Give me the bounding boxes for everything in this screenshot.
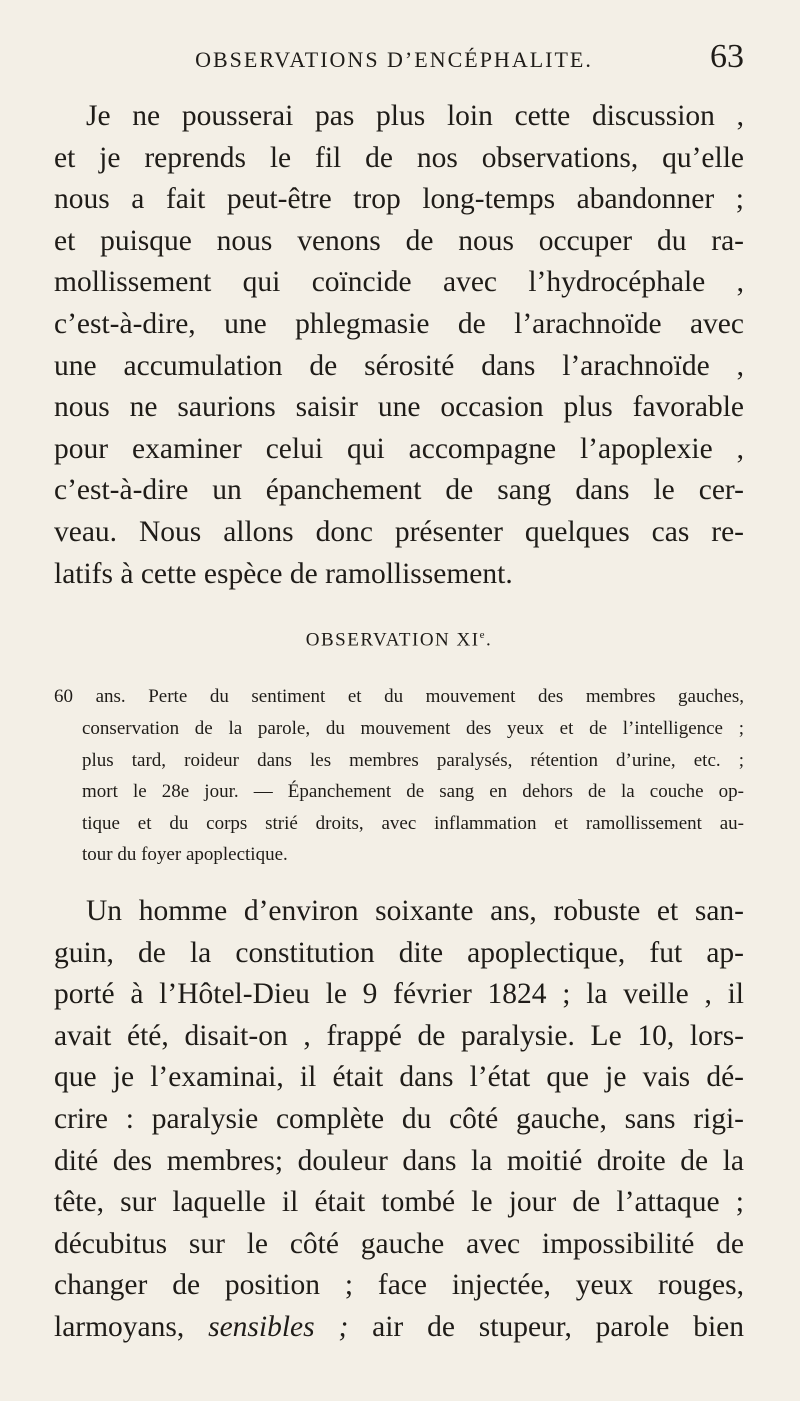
summary-line: tour du foyer apoplectique. bbox=[82, 844, 288, 866]
paragraph-case bbox=[54, 891, 744, 1349]
observation-heading bbox=[54, 629, 744, 651]
running-title: OBSERVATIONS D’ENCÉPHALITE. bbox=[195, 47, 593, 72]
summary-line: tique et du corps strié droits, avec inflammation et ramollissement au- bbox=[82, 812, 744, 834]
paragraph-discussion bbox=[54, 96, 744, 595]
observation-heading-sup: e bbox=[479, 629, 486, 642]
text-line: et puisque nous venons de nous occuper du ra- bbox=[54, 224, 744, 257]
text-line: et je reprends le fil de nos observations, qu’elle bbox=[54, 141, 744, 174]
text-line: pour examiner celui qui accompagne l’apoplexie , bbox=[54, 432, 744, 465]
text-line-final bbox=[54, 1307, 744, 1349]
text-line: nous ne saurions saisir une occasion plus favorable bbox=[54, 391, 744, 424]
observation-heading-text: OBSERVATION XI bbox=[305, 629, 480, 651]
summary-line: plus tard, roideur dans les membres paralysés, rétention d’urine, etc. ; bbox=[82, 749, 744, 771]
observation-summary bbox=[54, 681, 744, 871]
text-line: décubitus sur le côté gauche avec impossibilité de bbox=[54, 1227, 744, 1260]
text-line: veau. Nous allons donc présenter quelques cas re- bbox=[54, 515, 744, 548]
text-line: latifs à cette espèce de ramollissement. bbox=[54, 557, 513, 590]
text-line: mollissement qui coïncide avec l’hydrocéphale , bbox=[54, 266, 744, 299]
text-line: que je l’examinai, il était dans l’état que je vais dé- bbox=[54, 1061, 744, 1094]
summary-line: conservation de la parole, du mouvement des yeux et de l’intelligence ; bbox=[82, 718, 744, 740]
text-line: dité des membres; douleur dans la moitié droite de la bbox=[54, 1144, 744, 1177]
summary-line: mort le 28e jour. — Épanchement de sang en dehors de la couche op- bbox=[82, 781, 744, 803]
text-line: tête, sur laquelle il était tombé le jour de l’attaque ; bbox=[54, 1186, 744, 1219]
observation-heading-end: . bbox=[485, 629, 493, 651]
page-number: 63 bbox=[710, 38, 744, 75]
italic-fragment: sensibles ; bbox=[208, 1310, 349, 1343]
text-line: porté à l’Hôtel-Dieu le 9 février 1824 ; la veille , il bbox=[54, 978, 744, 1011]
text-line: Je ne pousserai pas plus loin cette discussion , bbox=[86, 100, 744, 132]
summary-line: 60 ans. Perte du sentiment et du mouvement des membres gauches, bbox=[54, 686, 744, 708]
text-line: c’est-à-dire, une phlegmasie de l’arachnoïde avec bbox=[54, 307, 744, 340]
text-line: crire : paralysie complète du côté gauche, sans rigi- bbox=[54, 1102, 744, 1135]
text-fragment: air de stupeur, parole bien bbox=[348, 1310, 744, 1343]
running-head bbox=[54, 38, 744, 88]
text-line: guin, de la constitution dite apoplectique, fut ap- bbox=[54, 936, 744, 969]
text-line: changer de position ; face injectée, yeux rouges, bbox=[54, 1269, 744, 1302]
text-line: c’est-à-dire un épanchement de sang dans le cer- bbox=[54, 474, 744, 507]
text-line: une accumulation de sérosité dans l’arachnoïde , bbox=[54, 349, 744, 382]
text-line: nous a fait peut-être trop long-temps abandonner ; bbox=[54, 183, 744, 216]
text-line: avait été, disait-on , frappé de paralysie. Le 10, lors- bbox=[54, 1019, 744, 1052]
text-line: Un homme d’environ soixante ans, robuste et san- bbox=[86, 895, 744, 928]
text-fragment: larmoyans, bbox=[54, 1310, 209, 1343]
